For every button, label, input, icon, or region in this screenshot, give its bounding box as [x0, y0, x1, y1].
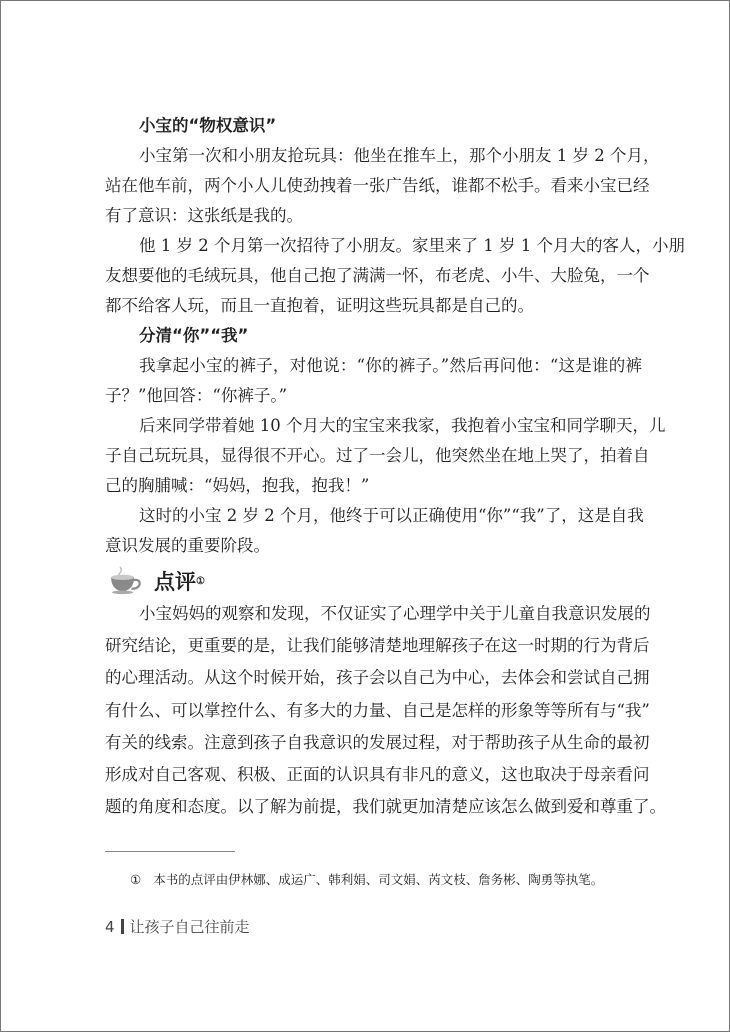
- footnote-divider: [105, 851, 235, 852]
- teacup-icon: [108, 566, 146, 598]
- paragraph-line: 子自己玩玩具，显得很不开心。过了一会儿，他突然坐在地上哭了，拍着自: [105, 446, 650, 465]
- paragraph-line: 都不给客人玩，而且一直抱着，证明这些玩具都是自己的。: [105, 296, 534, 315]
- review-line: 小宝妈妈的观察和发现，不仅证实了心理学中关于儿童自我意识发展的: [139, 604, 651, 623]
- paragraph-line: 有了意识：这张纸是我的。: [105, 206, 303, 225]
- paragraph-line: 意识发展的重要阶段。: [105, 536, 270, 555]
- paragraph-line: 己的胸脯喊：“妈妈，抱我，抱我！”: [105, 476, 370, 495]
- review-header: [108, 566, 205, 598]
- review-line: 题的角度和态度。以了解为前提，我们就更加清楚应该怎么做到爱和尊重了。: [105, 797, 666, 817]
- footnote: [130, 870, 615, 888]
- paragraph-line: 我拿起小宝的裤子，对他说：“你的裤子。”然后再问他：“这是谁的裤: [139, 356, 642, 375]
- footer-separator: [121, 919, 124, 934]
- paragraph-line: 站在他车前，两个小人儿使劲拽着一张广告纸，谁都不松手。看来小宝已经: [105, 176, 650, 195]
- review-line: 的心理活动。从这个时候开始，孩子会以自己为中心，去体会和尝试自己拥: [105, 668, 650, 688]
- review-line: 研究结论，更重要的是，让我们能够清楚地理解孩子在这一时期的行为背后: [105, 636, 650, 656]
- paragraph-line: 后来同学带着她 10 个月大的宝宝来我家，我抱着小宝宝和同学聊天，儿: [139, 416, 666, 435]
- paragraph-line: 这时的小宝 2 岁 2 个月，他终于可以正确使用“你”“我”了，这是自我: [139, 506, 644, 525]
- page-number: 4: [105, 918, 115, 936]
- paragraph-line: 他 1 岁 2 个月第一次招待了小朋友。家里来了 1 岁 1 个月大的客人，小朋: [139, 236, 685, 255]
- footnote-reference[interactable]: ①: [196, 576, 205, 587]
- section-heading: 小宝的“物权意识”: [139, 116, 277, 135]
- review-line: 形成对自己客观、积极、正面的认识具有非凡的意义，这也取决于母亲看问: [105, 765, 650, 784]
- page-footer: [105, 916, 250, 937]
- paragraph-line: 小宝第一次和小朋友抢玩具：他坐在推车上，那个小朋友 1 岁 2 个月，: [139, 146, 660, 165]
- book-title: 让孩子自己往前走: [129, 918, 250, 936]
- footnote-mark: ①: [130, 872, 142, 887]
- section-heading: 分清“你”“我”: [139, 326, 249, 345]
- footnote-text: 本书的点评由伊林娜、成运广、韩利娟、司文娟、芮文枝、詹务彬、陶勇等执笔。: [153, 872, 604, 887]
- review-line: 有什么、可以掌控什么、有多大的力量、自己是怎样的形象等等所有与“我”: [105, 700, 650, 720]
- paragraph-line: 友想要他的毛绒玩具，他自己抱了满满一怀，布老虎、小牛、大脸兔，一个: [105, 266, 650, 285]
- review-line: 有关的线索。注意到孩子自我意识的发展过程，对于帮助孩子从生命的最初: [105, 732, 650, 752]
- review-title: 点评①: [154, 570, 205, 594]
- paragraph-line: 子？”他回答：“你裤子。”: [105, 386, 288, 405]
